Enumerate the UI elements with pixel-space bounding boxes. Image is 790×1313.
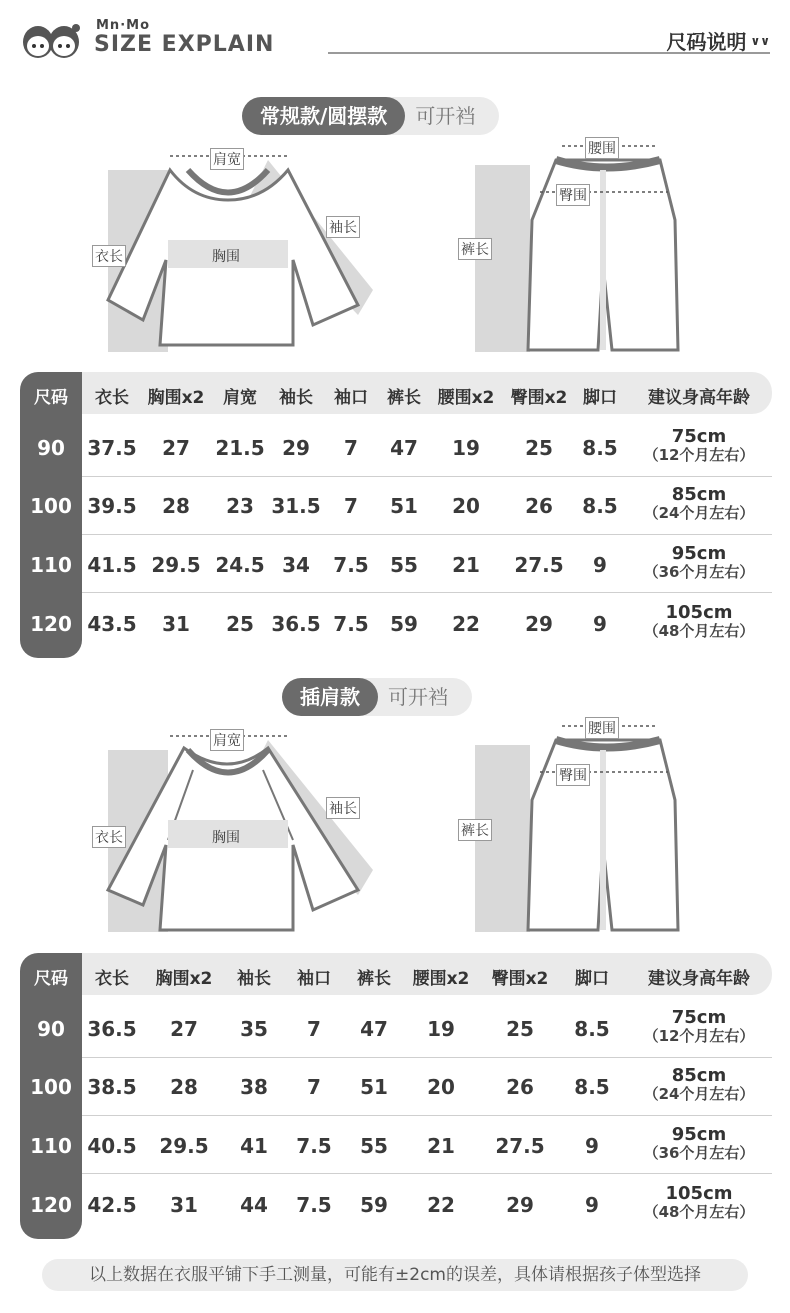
t2-height-age [632,1009,766,1045]
t2-row-divider [82,1115,772,1116]
t2-cell: 7.5 [296,1193,332,1217]
t2-header-chest: 胸围x2 [155,969,213,989]
section1-title: 常规款/圆摆款 [242,97,405,135]
t2-height: 85cm [671,1065,727,1086]
t2-height: 75cm [671,1007,727,1028]
t1-cell: 7 [344,436,358,460]
size-guide-label: 尺码说明 [666,30,747,54]
t1-cell: 51 [390,494,418,518]
pants-diagram-2 [470,710,690,940]
t2-cell: 9 [585,1134,599,1158]
size-table-1 [20,372,772,658]
label-length-1: 衣长 [92,245,126,267]
t2-cell: 29 [506,1193,534,1217]
t1-cell: 25 [525,436,553,460]
t2-cell: 38.5 [87,1075,137,1099]
t1-cell: 19 [452,436,480,460]
section2-subtitle: 可开裆 [348,678,472,716]
t1-height-age [632,545,766,581]
t2-cell: 27 [170,1017,198,1041]
size-table-2 [20,953,772,1239]
t1-height: 95cm [671,543,727,564]
t1-cell: 36.5 [271,612,321,636]
t2-row-size: 90 [37,1017,65,1041]
t2-header-size: 尺码 [34,969,68,989]
t1-cell: 31 [162,612,190,636]
t2-cell: 44 [240,1193,268,1217]
t2-row-divider [82,1173,772,1174]
t1-cell: 24.5 [215,553,265,577]
t1-header-length: 衣长 [95,388,129,408]
t2-height-age [632,1067,766,1103]
t1-cell: 7 [344,494,358,518]
t1-height: 75cm [671,426,727,447]
t1-header-size: 尺码 [34,388,68,408]
t2-cell: 42.5 [87,1193,137,1217]
t2-height: 95cm [671,1124,727,1145]
section2-title: 插肩款 [282,678,378,716]
t2-cell: 9 [585,1193,599,1217]
t2-header-hip: 臀围x2 [491,969,549,989]
t1-row-divider [82,534,772,535]
t1-header-ankle: 脚口 [583,388,617,408]
brand-title: SIZE EXPLAIN [94,32,275,57]
t2-cell: 41 [240,1134,268,1158]
t1-cell: 37.5 [87,436,137,460]
label-chest-1: 胸围 [212,249,240,265]
measurement-note: 以上数据在衣服平铺下手工测量，可能有±2cm的误差，具体请根据孩子体型选择 [42,1259,748,1291]
section2-pill [282,678,472,716]
t1-cell: 26 [525,494,553,518]
t2-cell: 31 [170,1193,198,1217]
t2-row-size: 110 [30,1134,72,1158]
t1-cell: 27 [162,436,190,460]
t1-cell: 7.5 [333,553,369,577]
t1-cell: 7.5 [333,612,369,636]
t1-cell: 29 [282,436,310,460]
t1-header-cuff: 袖口 [334,388,368,408]
t2-cell: 28 [170,1075,198,1099]
t1-cell: 28 [162,494,190,518]
t1-header-shoulder: 肩宽 [223,388,257,408]
t1-cell: 25 [226,612,254,636]
t1-cell: 43.5 [87,612,137,636]
t1-cell: 39.5 [87,494,137,518]
label-shoulder-1: 肩宽 [210,148,244,170]
t2-cell: 20 [427,1075,455,1099]
t2-header-pants-length: 裤长 [357,969,391,989]
t2-age: （36个月左右） [643,1144,755,1162]
t2-cell: 51 [360,1075,388,1099]
t1-cell: 29.5 [151,553,201,577]
t1-row-divider [82,592,772,593]
t1-header-chest: 胸围x2 [147,388,205,408]
double-chevron-down-icon: ∨∨ [750,33,770,48]
t2-cell: 29.5 [159,1134,209,1158]
t1-cell: 31.5 [271,494,321,518]
t2-header-waist: 腰围x2 [412,969,470,989]
t1-height-age [632,428,766,464]
label-length-2: 衣长 [92,826,126,848]
t1-cell: 41.5 [87,553,137,577]
t2-cell: 8.5 [574,1017,610,1041]
label-chest-2: 胸围 [212,830,240,846]
t1-header-waist: 腰围x2 [437,388,495,408]
t1-header-hip: 臀围x2 [510,388,568,408]
t1-row-divider [82,476,772,477]
t2-age: （48个月左右） [643,1203,755,1221]
t2-cell: 25 [506,1017,534,1041]
t1-height: 85cm [671,484,727,505]
t2-row-size: 100 [30,1075,72,1099]
t2-cell: 7 [307,1075,321,1099]
pants-diagram-1 [470,130,690,360]
t1-age: （24个月左右） [643,504,755,522]
t1-cell: 20 [452,494,480,518]
label-pants-length-2: 裤长 [458,819,492,841]
kids-faces-logo [20,18,82,62]
t1-cell: 8.5 [582,436,618,460]
t2-cell: 22 [427,1193,455,1217]
t2-cell: 55 [360,1134,388,1158]
label-sleeve-2: 袖长 [326,797,360,819]
t2-cell: 19 [427,1017,455,1041]
section1-pill [242,97,499,135]
t1-age: （36个月左右） [643,563,755,581]
t2-height: 105cm [665,1183,733,1204]
label-hip-2: 臀围 [556,764,590,786]
t1-header-height-age: 建议身高年龄 [648,388,750,408]
t2-cell: 8.5 [574,1075,610,1099]
t1-age: （12个月左右） [643,446,755,464]
t1-height-age [632,486,766,522]
t2-cell: 47 [360,1017,388,1041]
t2-age: （24个月左右） [643,1085,755,1103]
t2-cell: 26 [506,1075,534,1099]
t1-row-size: 90 [37,436,65,460]
label-waist-2: 腰围 [585,717,619,739]
t2-cell: 27.5 [495,1134,545,1158]
t2-header-cuff: 袖口 [297,969,331,989]
t2-header-ankle: 脚口 [575,969,609,989]
t1-cell: 29 [525,612,553,636]
t1-cell: 21 [452,553,480,577]
label-waist-1: 腰围 [585,137,619,159]
t1-cell: 55 [390,553,418,577]
t2-row-size: 120 [30,1193,72,1217]
t2-header-length: 衣长 [95,969,129,989]
t1-cell: 27.5 [514,553,564,577]
t1-cell: 59 [390,612,418,636]
t2-header-sleeve: 袖长 [237,969,271,989]
label-pants-length-1: 裤长 [458,238,492,260]
t1-header-pants-length: 裤长 [387,388,421,408]
section1-subtitle: 可开裆 [375,97,499,135]
t1-cell: 21.5 [215,436,265,460]
t2-age: （12个月左右） [643,1027,755,1045]
t2-cell: 40.5 [87,1134,137,1158]
t2-cell: 7 [307,1017,321,1041]
t2-cell: 38 [240,1075,268,1099]
t1-cell: 47 [390,436,418,460]
t1-row-size: 100 [30,494,72,518]
t1-age: （48个月左右） [643,622,755,640]
t2-height-age [632,1126,766,1162]
size-guide-title [667,26,771,55]
t1-row-size: 120 [30,612,72,636]
t1-cell: 9 [593,612,607,636]
t1-cell: 34 [282,553,310,577]
t1-cell: 22 [452,612,480,636]
label-hip-1: 臀围 [556,184,590,206]
t1-cell: 9 [593,553,607,577]
t1-height-age [632,604,766,640]
t1-cell: 23 [226,494,254,518]
t1-row-size: 110 [30,553,72,577]
t2-cell: 59 [360,1193,388,1217]
t2-row-divider [82,1057,772,1058]
t2-cell: 21 [427,1134,455,1158]
t2-cell: 7.5 [296,1134,332,1158]
t2-height-age [632,1185,766,1221]
t2-cell: 35 [240,1017,268,1041]
t1-header-sleeve: 袖长 [279,388,313,408]
label-sleeve-1: 袖长 [326,216,360,238]
t2-cell: 36.5 [87,1017,137,1041]
brand-small: Mn·Mo [96,18,150,33]
label-shoulder-2: 肩宽 [210,729,244,751]
t1-cell: 8.5 [582,494,618,518]
t2-header-height-age: 建议身高年龄 [648,969,750,989]
t1-height: 105cm [665,602,733,623]
